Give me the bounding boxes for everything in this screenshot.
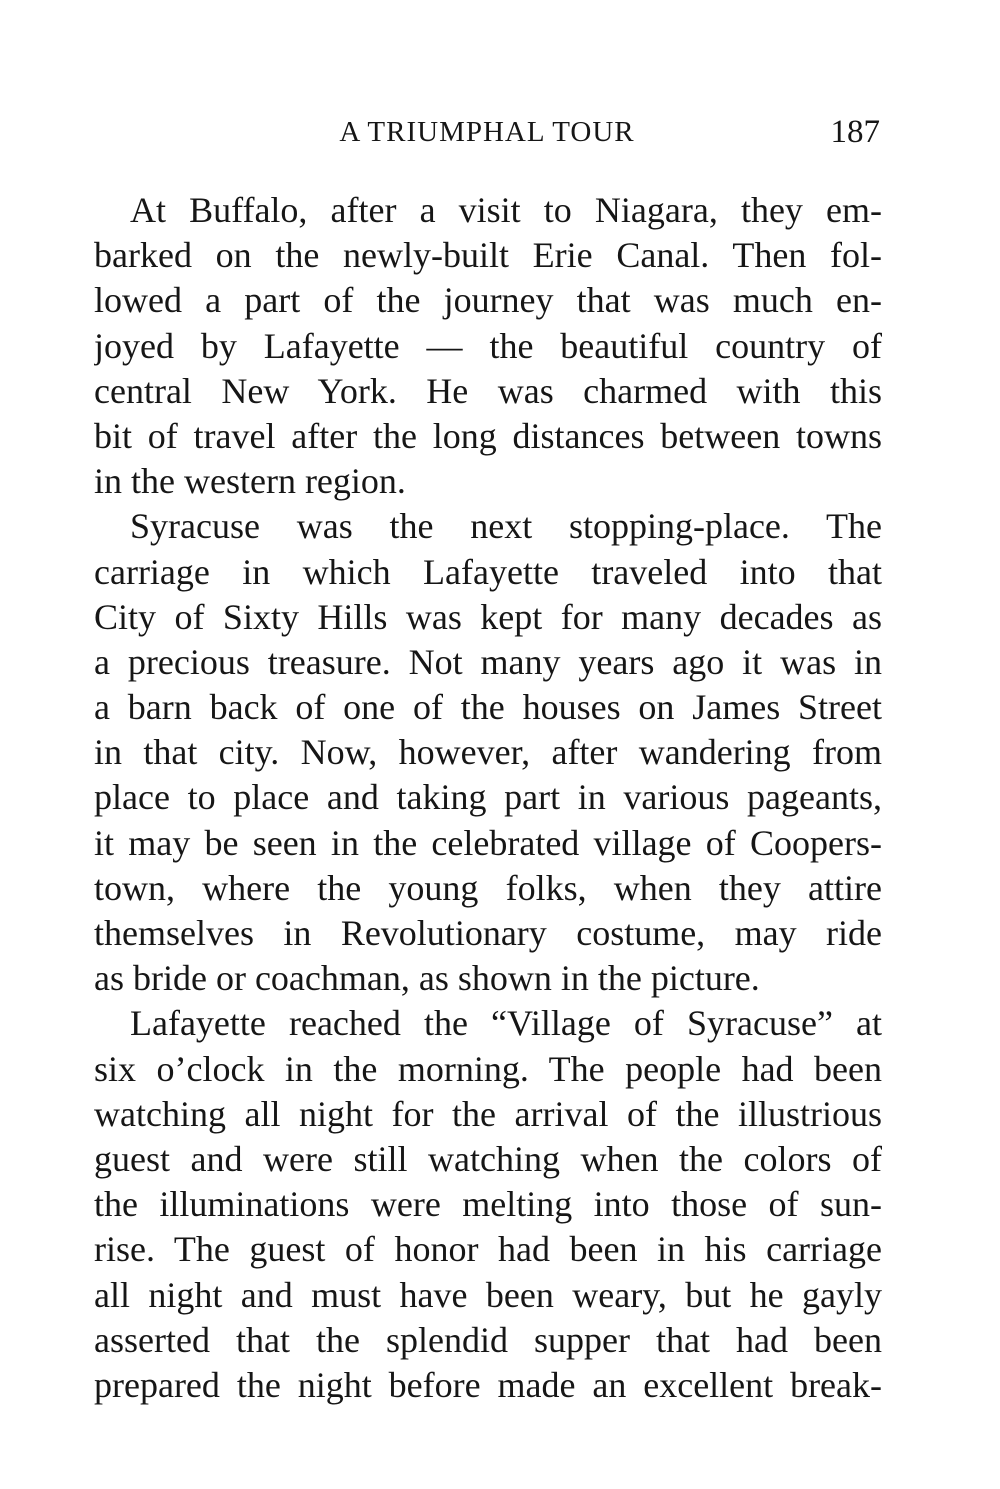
text-line: joyed by Lafayette — the beautiful country of <box>94 325 882 366</box>
text-line: watching all night for the arrival of the illustrious <box>94 1093 882 1134</box>
running-title: A TRIUMPHAL TOUR <box>339 116 635 148</box>
text-line: in the western region. <box>94 461 406 502</box>
text-line: central New York. He was charmed with this <box>94 370 882 411</box>
text-line: barked on the newly-built Erie Canal. Then fol- <box>94 235 882 276</box>
page-number: 187 <box>830 114 880 150</box>
text-line: as bride or coachman, as shown in the picture. <box>94 958 760 999</box>
text-line: themselves in Revolutionary costume, may ride <box>94 913 882 953</box>
text-line: lowed a part of the journey that was much en- <box>94 280 882 321</box>
text-line: City of Sixty Hills was kept for many decades as <box>94 596 882 637</box>
text-line: prepared the night before made an excellent break- <box>94 1364 882 1405</box>
text-line: Lafayette reached the “Village of Syracuse” at <box>130 1003 882 1044</box>
text-line: bit of travel after the long distances between towns <box>94 415 882 456</box>
text-line: At Buffalo, after a visit to Niagara, they em- <box>130 190 882 230</box>
text-line: Syracuse was the next stopping-place. The <box>130 506 882 547</box>
text-line: carriage in which Lafayette traveled into that <box>94 551 882 592</box>
text-line: in that city. Now, however, after wandering from <box>94 732 882 773</box>
text-line: asserted that the splendid supper that had been <box>94 1319 882 1360</box>
text-line: a barn back of one of the houses on James Street <box>94 687 882 728</box>
text-line: a precious treasure. Not many years ago it was in <box>94 641 882 682</box>
text-line: town, where the young folks, when they attire <box>94 867 882 908</box>
text-line: the illuminations were melting into those of sun- <box>94 1184 882 1225</box>
text-line: guest and were still watching when the colors of <box>94 1138 882 1179</box>
text-line: place to place and taking part in various pageants, <box>94 777 882 818</box>
text-line: six o’clock in the morning. The people had been <box>94 1048 882 1089</box>
text-line: all night and must have been weary, but he gayly <box>94 1274 882 1315</box>
text-line: it may be seen in the celebrated village of Coopers- <box>94 822 882 863</box>
running-head <box>94 108 880 156</box>
text-line: rise. The guest of honor had been in his carriage <box>94 1229 882 1270</box>
body-text <box>94 188 882 1408</box>
